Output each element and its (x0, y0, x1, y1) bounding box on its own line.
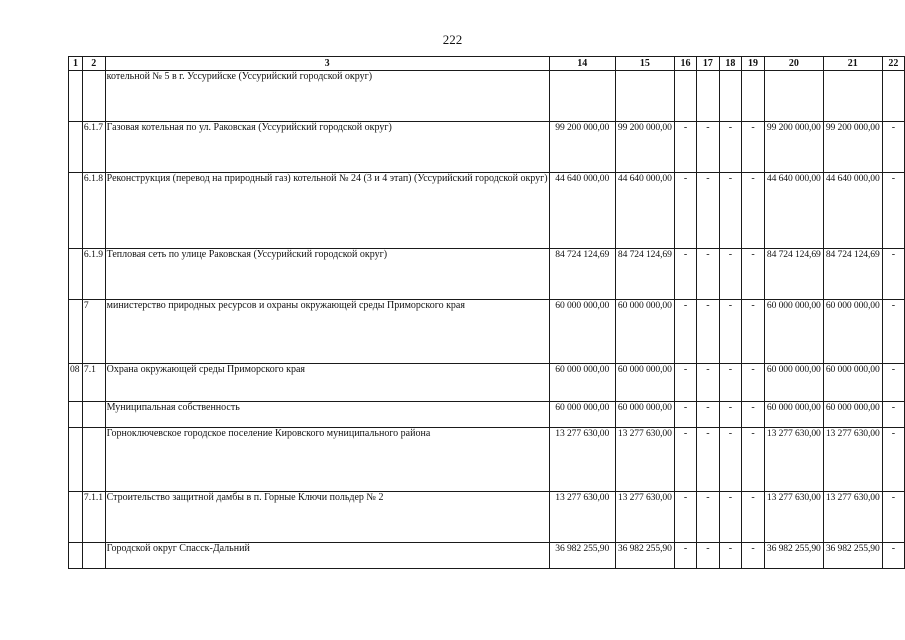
cell-19: - (742, 300, 765, 364)
cell-17: - (697, 122, 719, 173)
cell-21: 60 000 000,00 (823, 364, 882, 402)
cell-3: Реконструкция (перевод на природный газ) котельной № 24 (3 и 4 этап) (Уссурийский городской округ) (105, 173, 549, 249)
cell-21: 13 277 630,00 (823, 428, 882, 492)
cell-22 (882, 71, 904, 122)
cell-20: 44 640 000,00 (764, 173, 823, 249)
cell-18: - (719, 249, 742, 300)
cell-16: - (674, 543, 696, 569)
cell-19: - (742, 428, 765, 492)
cell-17: - (697, 402, 719, 428)
cell-3: Газовая котельная по ул. Раковская (Уссурийский городской округ) (105, 122, 549, 173)
cell-18: - (719, 543, 742, 569)
cell-16 (674, 71, 696, 122)
column-header: 14 (549, 57, 615, 71)
column-header: 18 (719, 57, 742, 71)
cell-1 (69, 122, 83, 173)
cell-20: 60 000 000,00 (764, 300, 823, 364)
cell-1 (69, 249, 83, 300)
cell-3: Тепловая сеть по улице Раковская (Уссурийский городской округ) (105, 249, 549, 300)
cell-18: - (719, 402, 742, 428)
cell-15: 60 000 000,00 (615, 402, 674, 428)
cell-22: - (882, 402, 904, 428)
table-row (69, 173, 905, 249)
cell-22: - (882, 173, 904, 249)
cell-3: котельной № 5 в г. Уссурийске (Уссурийский городской округ) (105, 71, 549, 122)
cell-14: 60 000 000,00 (549, 364, 615, 402)
column-header: 16 (674, 57, 696, 71)
cell-1 (69, 71, 83, 122)
cell-14: 99 200 000,00 (549, 122, 615, 173)
column-header: 20 (764, 57, 823, 71)
cell-21: 99 200 000,00 (823, 122, 882, 173)
table-header (69, 57, 905, 71)
cell-21: 36 982 255,90 (823, 543, 882, 569)
cell-15: 84 724 124,69 (615, 249, 674, 300)
budget-table (68, 56, 905, 569)
cell-2 (82, 428, 105, 492)
cell-21: 13 277 630,00 (823, 492, 882, 543)
cell-16: - (674, 402, 696, 428)
cell-17 (697, 71, 719, 122)
cell-22: - (882, 492, 904, 543)
cell-17: - (697, 173, 719, 249)
cell-22: - (882, 122, 904, 173)
column-header: 17 (697, 57, 719, 71)
table-body (69, 71, 905, 569)
cell-2: 7.1.1 (82, 492, 105, 543)
cell-16: - (674, 122, 696, 173)
cell-21: 84 724 124,69 (823, 249, 882, 300)
cell-20: 84 724 124,69 (764, 249, 823, 300)
cell-15: 99 200 000,00 (615, 122, 674, 173)
cell-17: - (697, 492, 719, 543)
cell-22: - (882, 364, 904, 402)
header-row (69, 57, 905, 71)
cell-19 (742, 71, 765, 122)
cell-14: 13 277 630,00 (549, 492, 615, 543)
cell-20: 36 982 255,90 (764, 543, 823, 569)
cell-21: 44 640 000,00 (823, 173, 882, 249)
cell-20: 60 000 000,00 (764, 402, 823, 428)
cell-16: - (674, 300, 696, 364)
column-header: 21 (823, 57, 882, 71)
cell-15: 13 277 630,00 (615, 428, 674, 492)
cell-1 (69, 543, 83, 569)
table-row (69, 492, 905, 543)
cell-2: 6.1.9 (82, 249, 105, 300)
cell-18 (719, 71, 742, 122)
cell-19: - (742, 249, 765, 300)
page-number: 222 (442, 32, 463, 47)
cell-22: - (882, 249, 904, 300)
cell-16: - (674, 364, 696, 402)
cell-21: 60 000 000,00 (823, 402, 882, 428)
cell-2: 6.1.8 (82, 173, 105, 249)
cell-1 (69, 402, 83, 428)
column-header: 2 (82, 57, 105, 71)
cell-16: - (674, 249, 696, 300)
cell-2 (82, 402, 105, 428)
table-row (69, 71, 905, 122)
cell-18: - (719, 364, 742, 402)
cell-17: - (697, 300, 719, 364)
cell-15: 60 000 000,00 (615, 364, 674, 402)
cell-17: - (697, 364, 719, 402)
cell-22: - (882, 543, 904, 569)
cell-21 (823, 71, 882, 122)
cell-15: 13 277 630,00 (615, 492, 674, 543)
cell-19: - (742, 364, 765, 402)
column-header: 15 (615, 57, 674, 71)
cell-16: - (674, 492, 696, 543)
cell-1: 08 (69, 364, 83, 402)
cell-18: - (719, 428, 742, 492)
cell-20: 13 277 630,00 (764, 428, 823, 492)
cell-15: 60 000 000,00 (615, 300, 674, 364)
cell-18: - (719, 300, 742, 364)
table-row (69, 249, 905, 300)
column-header: 3 (105, 57, 549, 71)
cell-3: министерство природных ресурсов и охраны окружающей среды Приморского края (105, 300, 549, 364)
cell-2: 7 (82, 300, 105, 364)
cell-15: 44 640 000,00 (615, 173, 674, 249)
cell-15 (615, 71, 674, 122)
cell-14: 60 000 000,00 (549, 402, 615, 428)
table-row (69, 300, 905, 364)
column-header: 22 (882, 57, 904, 71)
cell-14: 44 640 000,00 (549, 173, 615, 249)
cell-17: - (697, 428, 719, 492)
cell-2: 6.1.7 (82, 122, 105, 173)
cell-3: Муниципальная собственность (105, 402, 549, 428)
column-header: 19 (742, 57, 765, 71)
cell-18: - (719, 492, 742, 543)
cell-3: Городской округ Спасск-Дальний (105, 543, 549, 569)
cell-22: - (882, 300, 904, 364)
cell-17: - (697, 543, 719, 569)
table-row (69, 122, 905, 173)
table-row (69, 543, 905, 569)
cell-20: 60 000 000,00 (764, 364, 823, 402)
cell-14: 13 277 630,00 (549, 428, 615, 492)
cell-15: 36 982 255,90 (615, 543, 674, 569)
cell-1 (69, 492, 83, 543)
cell-14 (549, 71, 615, 122)
cell-2 (82, 543, 105, 569)
cell-3: Охрана окружающей среды Приморского края (105, 364, 549, 402)
cell-18: - (719, 122, 742, 173)
cell-19: - (742, 492, 765, 543)
cell-3: Строительство защитной дамбы в п. Горные Ключи польдер № 2 (105, 492, 549, 543)
cell-18: - (719, 173, 742, 249)
cell-16: - (674, 173, 696, 249)
cell-19: - (742, 543, 765, 569)
cell-19: - (742, 122, 765, 173)
cell-19: - (742, 173, 765, 249)
cell-14: 84 724 124,69 (549, 249, 615, 300)
table-row (69, 428, 905, 492)
cell-21: 60 000 000,00 (823, 300, 882, 364)
table-row (69, 364, 905, 402)
cell-22: - (882, 428, 904, 492)
cell-1 (69, 428, 83, 492)
cell-20: 13 277 630,00 (764, 492, 823, 543)
cell-1 (69, 300, 83, 364)
column-header: 1 (69, 57, 83, 71)
cell-3: Горноключевское городское поселение Кировского муниципального района (105, 428, 549, 492)
cell-2 (82, 71, 105, 122)
cell-14: 60 000 000,00 (549, 300, 615, 364)
cell-20: 99 200 000,00 (764, 122, 823, 173)
cell-20 (764, 71, 823, 122)
cell-17: - (697, 249, 719, 300)
cell-1 (69, 173, 83, 249)
cell-16: - (674, 428, 696, 492)
table-row (69, 402, 905, 428)
cell-14: 36 982 255,90 (549, 543, 615, 569)
cell-2: 7.1 (82, 364, 105, 402)
cell-19: - (742, 402, 765, 428)
